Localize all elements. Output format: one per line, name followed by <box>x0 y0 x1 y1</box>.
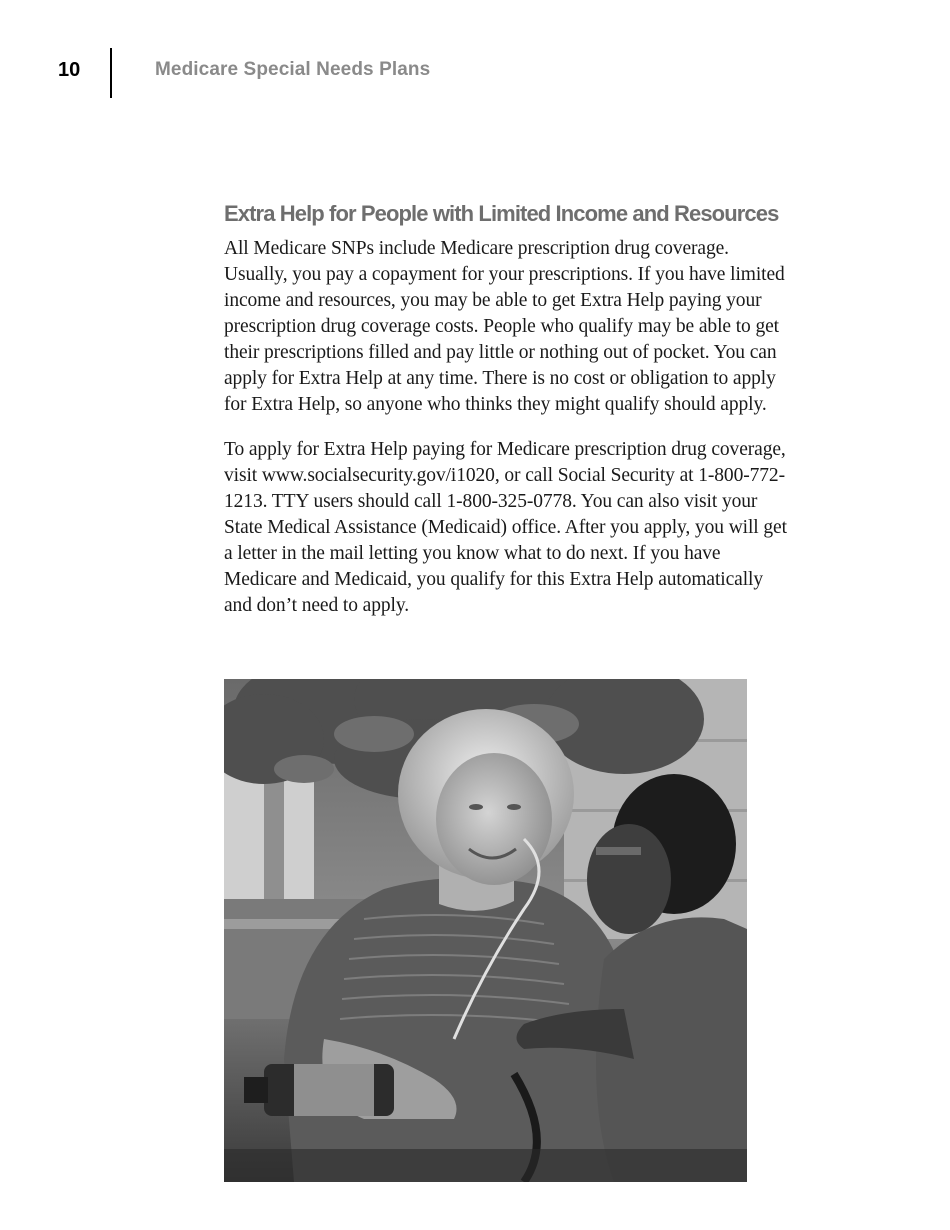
paragraph-extra-help-intro: All Medicare SNPs include Medicare prescription drug coverage. Usually, you pay a copayment for your prescriptions. If you have limited income and resources, you may be able to get Extra Help paying your prescription drug coverage costs. People who qualify may be able to get their prescriptions filled and pay little or nothing out of pocket. You can apply for Extra Help at any time. There is no cost or obligation to apply for Extra Help, so anyone who thinks they might qualify should apply. <box>224 238 785 415</box>
running-head-title: Medicare Special Needs Plans <box>155 59 431 80</box>
photo-woman-right-face <box>587 824 671 934</box>
main-content <box>224 200 789 619</box>
photo-woman-left-face <box>436 753 552 885</box>
page-number: 10 <box>58 59 81 81</box>
paragraph-how-to-apply: To apply for Extra Help paying for Medicare prescription drug coverage, visit www.socialsecurity.gov/i1020, or call Social Security at 1-800-772-1213. TTY users should call 1-800-325-0778. You can also visit your State Medical Assistance (Medicaid) office. After you apply, you will get a letter in the mail letting you know what to do next. If you have Medicare and Medicaid, you qualify for this Extra Help automatically and don’t need to apply. <box>224 439 787 616</box>
header-divider <box>110 48 112 98</box>
photo-two-women <box>224 679 747 1182</box>
section-heading: Extra Help for People with Limited Income and Resources <box>224 201 779 226</box>
photo-illustration <box>224 679 747 1182</box>
